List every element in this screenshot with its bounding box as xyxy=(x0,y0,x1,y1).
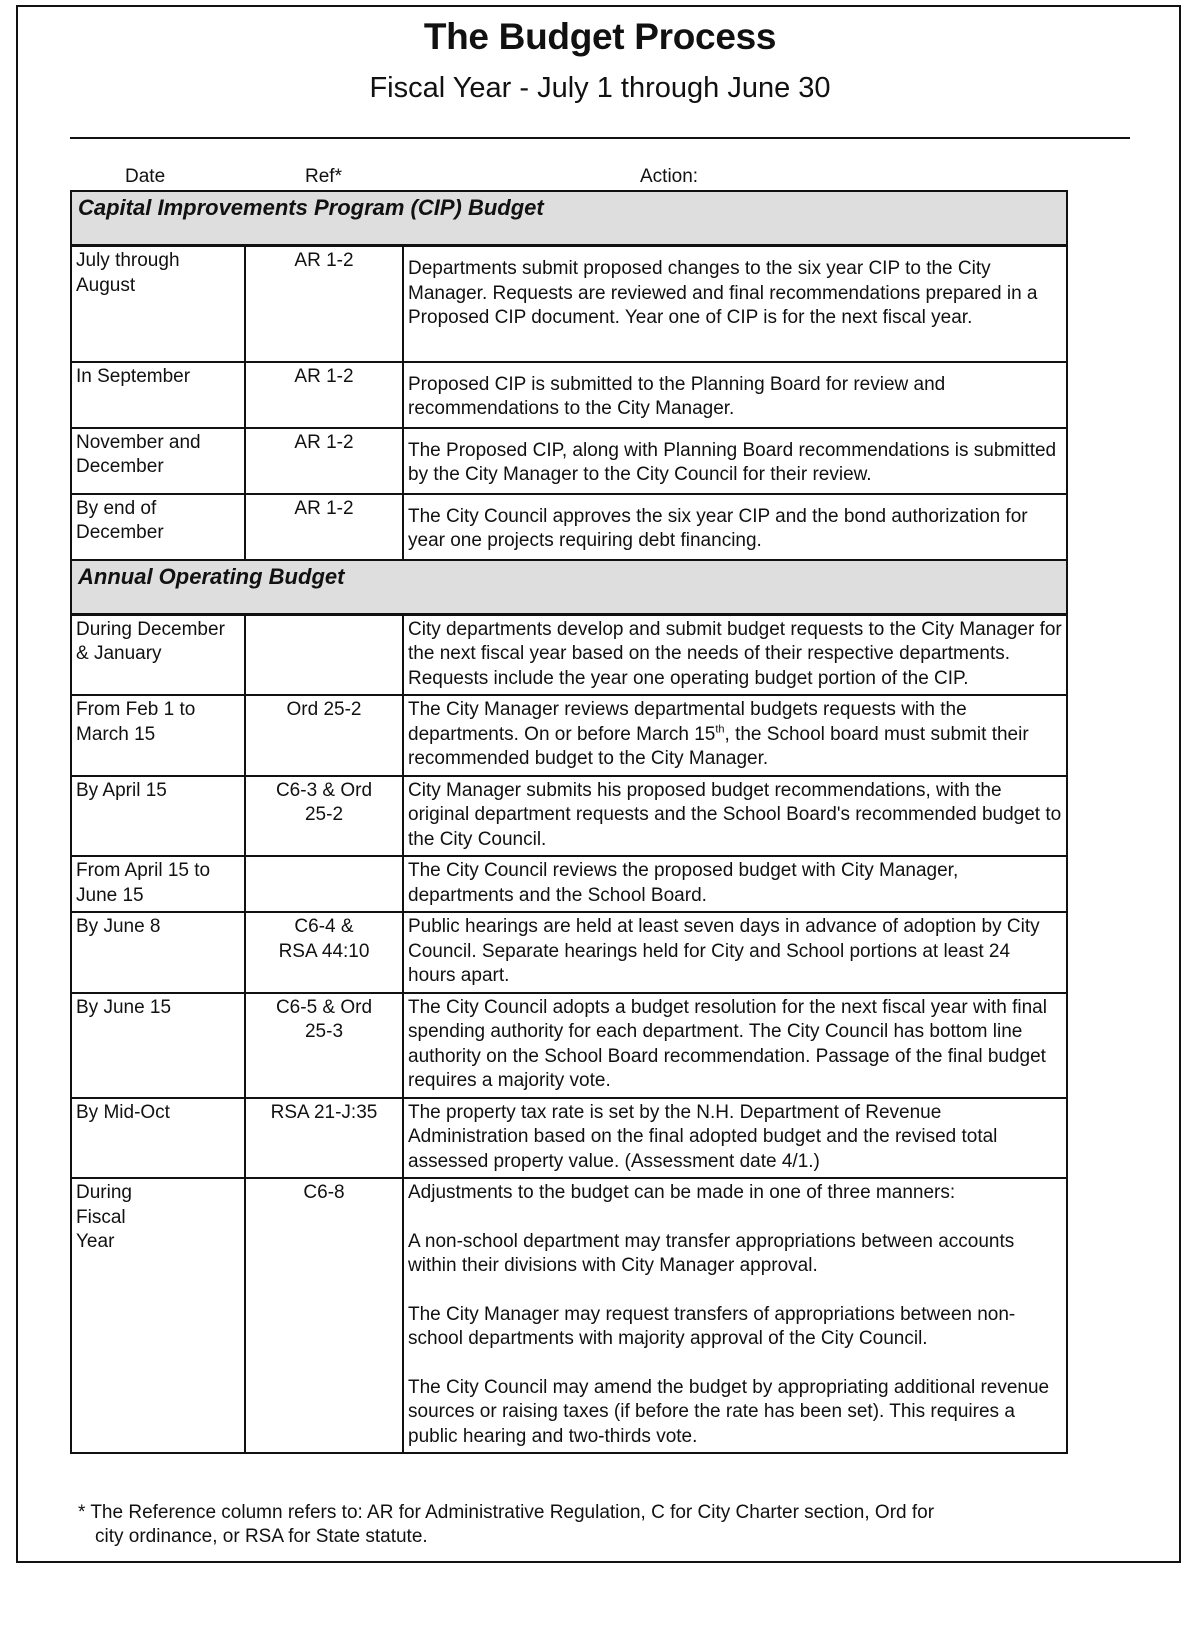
action-cell: City Manager submits his proposed budget recommendations, with the original department requests and the School Board's recommended budget to the City Council. xyxy=(403,776,1067,857)
action-paragraph: Adjustments to the budget can be made in one of three manners: xyxy=(408,1182,956,1203)
ref-cell: C6-8 xyxy=(245,1178,403,1453)
footnote-line: * The Reference column refers to: AR for Administrative Regulation, C for City Charter section, Ord for xyxy=(78,1502,935,1523)
document-title: The Budget Process xyxy=(423,16,777,57)
ref-cell: C6-5 & Ord 25-3 xyxy=(245,993,403,1098)
action-cell xyxy=(403,695,1067,776)
action-cell: The City Council approves the six year CIP and the bond authorization for year one projects requiring debt financing. xyxy=(403,494,1067,560)
table-row xyxy=(71,428,1067,494)
table-row xyxy=(71,494,1067,560)
date-cell: By April 15 xyxy=(71,776,245,857)
date-cell: By Mid-Oct xyxy=(71,1098,245,1179)
action-cell: Public hearings are held at least seven days in advance of adoption by City Council. Separate hearings held for City and School portions at least 24 hours apart. xyxy=(403,912,1067,993)
date-cell: By June 8 xyxy=(71,912,245,993)
date-cell: November and December xyxy=(71,428,245,494)
date-cell: By end of December xyxy=(71,494,245,560)
ordinal-superscript: th xyxy=(715,723,725,736)
date-cell: By June 15 xyxy=(71,993,245,1098)
action-cell: The City Council reviews the proposed budget with City Manager, departments and the School Board. xyxy=(403,856,1067,912)
ref-cell xyxy=(245,614,403,695)
table-row xyxy=(71,614,1067,695)
action-text: The City Manager reviews departmental budgets requests with the departments. On or before March 15 xyxy=(408,699,967,745)
ref-cell: AR 1-2 xyxy=(245,246,403,362)
date-cell: In September xyxy=(71,362,245,428)
ref-cell: AR 1-2 xyxy=(245,428,403,494)
date-cell: During Fiscal Year xyxy=(71,1178,245,1453)
column-header-date: Date xyxy=(125,166,166,187)
table-row xyxy=(71,1178,1067,1453)
reference-footnote xyxy=(78,1501,1078,1549)
action-cell: Departments submit proposed changes to the six year CIP to the City Manager. Requests are reviewed and final recommendations prepared in a Proposed CIP document. Year one of CIP is for the next fiscal year. xyxy=(403,246,1067,362)
ref-cell: AR 1-2 xyxy=(245,494,403,560)
action-cell: The Proposed CIP, along with Planning Board recommendations is submitted by the City Manager to the City Council for their review. xyxy=(403,428,1067,494)
date-cell: July through August xyxy=(71,246,245,362)
document-subtitle: Fiscal Year - July 1 through June 30 xyxy=(369,72,831,104)
table-row xyxy=(71,856,1067,912)
table-row xyxy=(71,362,1067,428)
action-text: , the School board must submit their recommended budget to the City Manager. xyxy=(408,723,1029,769)
action-cell: City departments develop and submit budget requests to the City Manager for the next fiscal year based on the needs of their respective departments. Requests include the year one operating budget portion of the CIP. xyxy=(403,614,1067,695)
ref-cell: AR 1-2 xyxy=(245,362,403,428)
ref-cell: C6-3 & Ord 25-2 xyxy=(245,776,403,857)
action-cell xyxy=(403,1178,1067,1453)
action-paragraph: The City Manager may request transfers of appropriations between non-school departments with majority approval of the City Council. xyxy=(408,1303,1016,1349)
action-paragraph: The City Council may amend the budget by appropriating additional revenue sources or raising taxes (if before the rate has been set). This requires a public hearing and two-thirds vote. xyxy=(408,1376,1050,1447)
ref-cell: RSA 21-J:35 xyxy=(245,1098,403,1179)
table-row xyxy=(71,246,1067,362)
date-cell: From April 15 to June 15 xyxy=(71,856,245,912)
date-cell: During December & January xyxy=(71,614,245,695)
table-row xyxy=(71,912,1067,993)
ref-cell: C6-4 & RSA 44:10 xyxy=(245,912,403,993)
ref-cell: Ord 25-2 xyxy=(245,695,403,776)
column-header-action: Action: xyxy=(640,166,699,187)
footnote-line: city ordinance, or RSA for State statute. xyxy=(95,1526,428,1547)
table-row xyxy=(71,1098,1067,1179)
section-title: Annual Operating Budget xyxy=(71,560,1067,615)
section-title: Capital Improvements Program (CIP) Budget xyxy=(71,191,1067,246)
ref-cell xyxy=(245,856,403,912)
table-row xyxy=(71,776,1067,857)
title-divider xyxy=(70,137,1130,139)
table-row xyxy=(71,993,1067,1098)
column-header-ref: Ref* xyxy=(305,166,342,187)
action-cell: The property tax rate is set by the N.H. Department of Revenue Administration based on the final adopted budget and the revised total assessed property value. (Assessment date 4/1.) xyxy=(403,1098,1067,1179)
budget-process-table xyxy=(70,190,1068,1454)
action-cell: The City Council adopts a budget resolution for the next fiscal year with final spending authority for each department. The City Council has bottom line authority on the School Board recommendation. Passage of the final budget requires a majority vote. xyxy=(403,993,1067,1098)
section-header-operating xyxy=(71,560,1067,615)
date-cell: From Feb 1 to March 15 xyxy=(71,695,245,776)
action-cell: Proposed CIP is submitted to the Planning Board for review and recommendations to the City Manager. xyxy=(403,362,1067,428)
action-paragraph: A non-school department may transfer appropriations between accounts within their divisions with City Manager approval. xyxy=(408,1230,1015,1276)
table-row xyxy=(71,695,1067,776)
section-header-cip xyxy=(71,191,1067,246)
column-headers xyxy=(70,166,1066,190)
